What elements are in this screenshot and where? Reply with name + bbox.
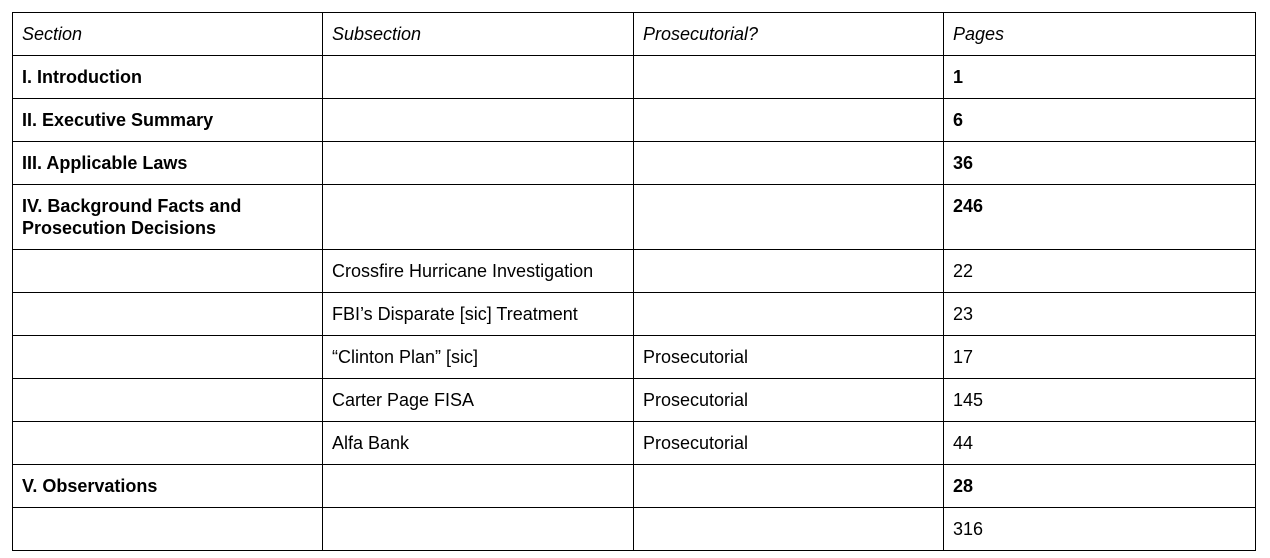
prosecutorial-cell	[634, 99, 944, 142]
prosecutorial-cell	[634, 185, 944, 250]
prosecutorial-cell: Prosecutorial	[634, 379, 944, 422]
subsection-cell: Crossfire Hurricane Investigation	[323, 250, 634, 293]
section-cell	[13, 422, 323, 465]
pages-cell: 23	[944, 293, 1256, 336]
section-cell	[13, 508, 323, 551]
table-row	[13, 465, 1256, 508]
section-cell: II. Executive Summary	[13, 99, 323, 142]
total-row	[13, 508, 1256, 551]
table-row	[13, 142, 1256, 185]
section-cell: III. Applicable Laws	[13, 142, 323, 185]
prosecutorial-cell: Prosecutorial	[634, 422, 944, 465]
prosecutorial-cell: Prosecutorial	[634, 336, 944, 379]
pages-cell: 22	[944, 250, 1256, 293]
pages-cell: 28	[944, 465, 1256, 508]
prosecutorial-cell	[634, 508, 944, 551]
subsection-cell	[323, 142, 634, 185]
section-cell	[13, 250, 323, 293]
header-subsection: Subsection	[323, 13, 634, 56]
section-cell: IV. Background Facts and Prosecution Decisions	[13, 185, 323, 250]
table-row	[13, 56, 1256, 99]
table-row	[13, 379, 1256, 422]
pages-cell: 145	[944, 379, 1256, 422]
subsection-cell: “Clinton Plan” [sic]	[323, 336, 634, 379]
subsection-cell	[323, 185, 634, 250]
table-row	[13, 185, 1256, 250]
section-cell	[13, 379, 323, 422]
pages-cell: 44	[944, 422, 1256, 465]
prosecutorial-cell	[634, 142, 944, 185]
section-cell: I. Introduction	[13, 56, 323, 99]
section-cell	[13, 336, 323, 379]
subsection-cell: FBI’s Disparate [sic] Treatment	[323, 293, 634, 336]
subsection-cell: Carter Page FISA	[323, 379, 634, 422]
prosecutorial-cell	[634, 465, 944, 508]
pages-cell: 1	[944, 56, 1256, 99]
report-sections-table	[12, 12, 1256, 551]
prosecutorial-cell	[634, 250, 944, 293]
table-row	[13, 250, 1256, 293]
subsection-cell: Alfa Bank	[323, 422, 634, 465]
pages-total-cell: 316	[944, 508, 1256, 551]
prosecutorial-cell	[634, 56, 944, 99]
header-section: Section	[13, 13, 323, 56]
header-prosecutorial: Prosecutorial?	[634, 13, 944, 56]
section-cell	[13, 293, 323, 336]
table-row	[13, 422, 1256, 465]
pages-cell: 17	[944, 336, 1256, 379]
pages-cell: 246	[944, 185, 1256, 250]
table-row	[13, 336, 1256, 379]
header-row	[13, 13, 1256, 56]
section-cell: V. Observations	[13, 465, 323, 508]
table-row	[13, 99, 1256, 142]
table-row	[13, 293, 1256, 336]
prosecutorial-cell	[634, 293, 944, 336]
subsection-cell	[323, 56, 634, 99]
subsection-cell	[323, 508, 634, 551]
header-pages: Pages	[944, 13, 1256, 56]
subsection-cell	[323, 465, 634, 508]
pages-cell: 6	[944, 99, 1256, 142]
subsection-cell	[323, 99, 634, 142]
pages-cell: 36	[944, 142, 1256, 185]
